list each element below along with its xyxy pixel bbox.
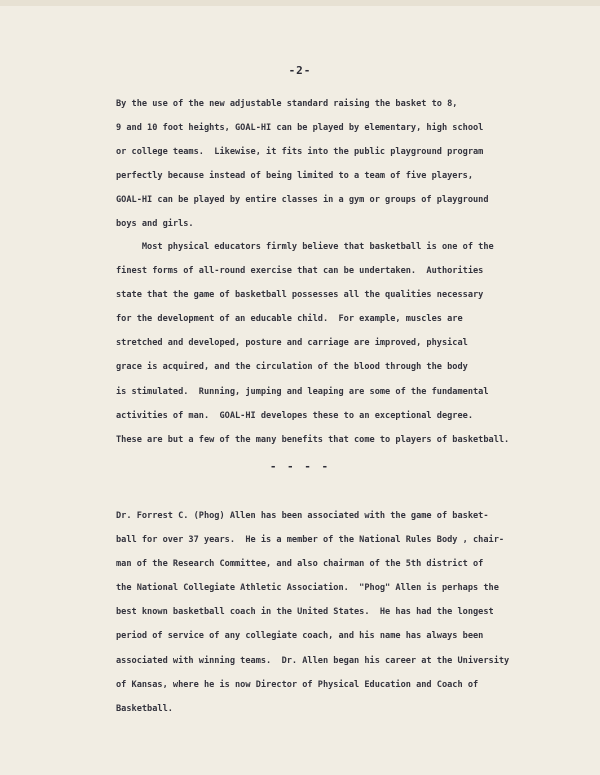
- page-number: -2-: [288, 64, 312, 77]
- paragraph-line: state that the game of basketball possesses all the qualities necessary: [116, 290, 484, 301]
- paragraph-line: best known basketball coach in the United States. He has had the longest: [116, 607, 494, 618]
- paragraph-line: By the use of the new adjustable standard raising the basket to 8,: [116, 99, 458, 109]
- paragraph-line: perfectly because instead of being limited to a team of five players,: [116, 171, 473, 182]
- paragraph-line: period of service of any collegiate coach, and his name has always been: [116, 631, 484, 642]
- section-separator: - - - -: [269, 460, 331, 473]
- paragraph-line: the National Collegiate Athletic Association. "Phog" Allen is perhaps the: [116, 583, 499, 594]
- paragraph-line: or college teams. Likewise, it fits into the public playground program: [116, 147, 484, 158]
- paragraph-line: ball for over 37 years. He is a member of the National Rules Body , chair-: [116, 535, 505, 546]
- paragraph-line: Most physical educators firmly believe that basketball is one of the: [116, 242, 494, 252]
- paragraph-3: [116, 504, 556, 721]
- paragraph-line: grace is acquired, and the circulation of the blood through the body: [116, 362, 468, 373]
- paragraph-line: for the development of an educable child. For example, muscles are: [116, 314, 463, 325]
- paragraph-1: [116, 92, 556, 237]
- paragraph-line: associated with winning teams. Dr. Allen began his career at the University: [116, 655, 510, 666]
- page-edge: [0, 0, 600, 6]
- paragraph-line: finest forms of all-round exercise that can be undertaken. Authorities: [116, 266, 484, 277]
- paragraph-line: Basketball.: [116, 703, 173, 714]
- paragraph-line: is stimulated. Running, jumping and leaping are some of the fundamental: [116, 386, 489, 397]
- paragraph-line: of Kansas, where he is now Director of Physical Education and Coach of: [116, 679, 479, 690]
- paragraph-line: stretched and developed, posture and carriage are improved, physical: [116, 338, 468, 349]
- paragraph-2: [116, 235, 556, 452]
- paragraph-line: 9 and 10 foot heights, GOAL-HI can be played by elementary, high school: [116, 123, 484, 134]
- paragraph-line: These are but a few of the many benefits that come to players of basketball.: [116, 434, 510, 445]
- paragraph-line: GOAL-HI can be played by entire classes in a gym or groups of playground: [116, 195, 489, 206]
- paragraph-line: Dr. Forrest C. (Phog) Allen has been associated with the game of basket-: [116, 511, 489, 521]
- paragraph-line: activities of man. GOAL-HI developes these to an exceptional degree.: [116, 410, 473, 421]
- paragraph-line: boys and girls.: [116, 219, 194, 230]
- paragraph-line: man of the Research Committee, and also chairman of the 5th district of: [116, 559, 484, 570]
